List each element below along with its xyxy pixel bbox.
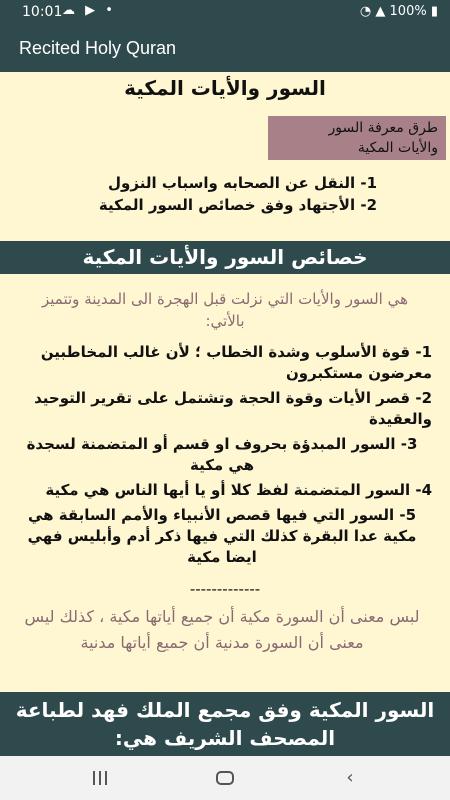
characteristics-list <box>12 342 432 572</box>
intro-text: هي السور والأيات التي نزلت قبل الهجرة الى المدينة وتتميز بالأتي: <box>42 290 408 330</box>
page-heading: السور والأيات المكية <box>124 76 326 100</box>
content-scroll[interactable] <box>0 72 450 756</box>
status-right <box>360 4 438 19</box>
methods-list <box>99 172 377 216</box>
status-bar <box>0 0 450 26</box>
note-text: لبس معنى أن السورة مكية أن جميع أياتها مكية ، كذلك ليس معنى أن السورة مدنية أن جميع أياتها مدنية <box>24 607 420 652</box>
notification-icons: ☁ ▶ • <box>62 3 116 18</box>
back-button[interactable] <box>338 766 362 790</box>
methods-box <box>268 116 446 160</box>
back-icon: ‹ <box>346 767 354 788</box>
recent-apps-icon <box>93 771 95 785</box>
footer-band: السور المكية وفق مجمع الملك فهد لطباعة المصحف الشريف هي: <box>0 692 450 756</box>
status-time: 10:01 <box>22 4 63 20</box>
wifi-icon: ◔ <box>359 4 372 19</box>
recent-apps-button[interactable] <box>88 766 112 790</box>
characteristic-1: 1- قوة الأسلوب وشدة الخطاب ؛ لأن غالب المخاطبين معرضون مستكبرون <box>40 343 432 382</box>
app-title: Recited Holy Quran <box>19 38 177 58</box>
characteristic-3: 3- السور المبدؤة بحروف او قسم أو المتضمنة لسجدة هي مكية <box>26 435 418 474</box>
battery-level: 100% <box>389 4 427 19</box>
navigation-bar <box>0 756 450 800</box>
home-icon <box>216 771 234 785</box>
methods-box-line-2: والأيات المكية <box>357 140 438 156</box>
methods-box-line-1: طرق معرفة السور <box>328 120 438 136</box>
characteristic-4: 4- السور المتضمنة لفظ كلا أو يا أيها الناس هي مكية <box>45 481 432 499</box>
characteristic-2: 2- قصر الأيات وقوة الحجة وتشتمل على تقرير التوحيد والعقيدة <box>34 389 432 428</box>
characteristic-5: 5- السور التي فيها قصص الأنبياء والأمم السابقة هي مكية عدا البقرة كذلك التي فيها ذكر أدم وأبليس فهي ايضا مكية <box>27 506 417 566</box>
battery-icon: ▮ <box>430 4 438 19</box>
home-button[interactable] <box>213 766 237 790</box>
method-item-2: 2- الأجتهاد وفق خصائص السور المكية <box>98 196 377 214</box>
signal-icon: ▲ <box>375 4 386 19</box>
method-item-1: 1- النقل عن الصحابه واسباب النزول <box>108 174 377 192</box>
section-title: خصائص السور والأيات المكية <box>0 241 450 274</box>
app-bar <box>0 26 450 72</box>
separator: ------------- <box>189 580 261 598</box>
